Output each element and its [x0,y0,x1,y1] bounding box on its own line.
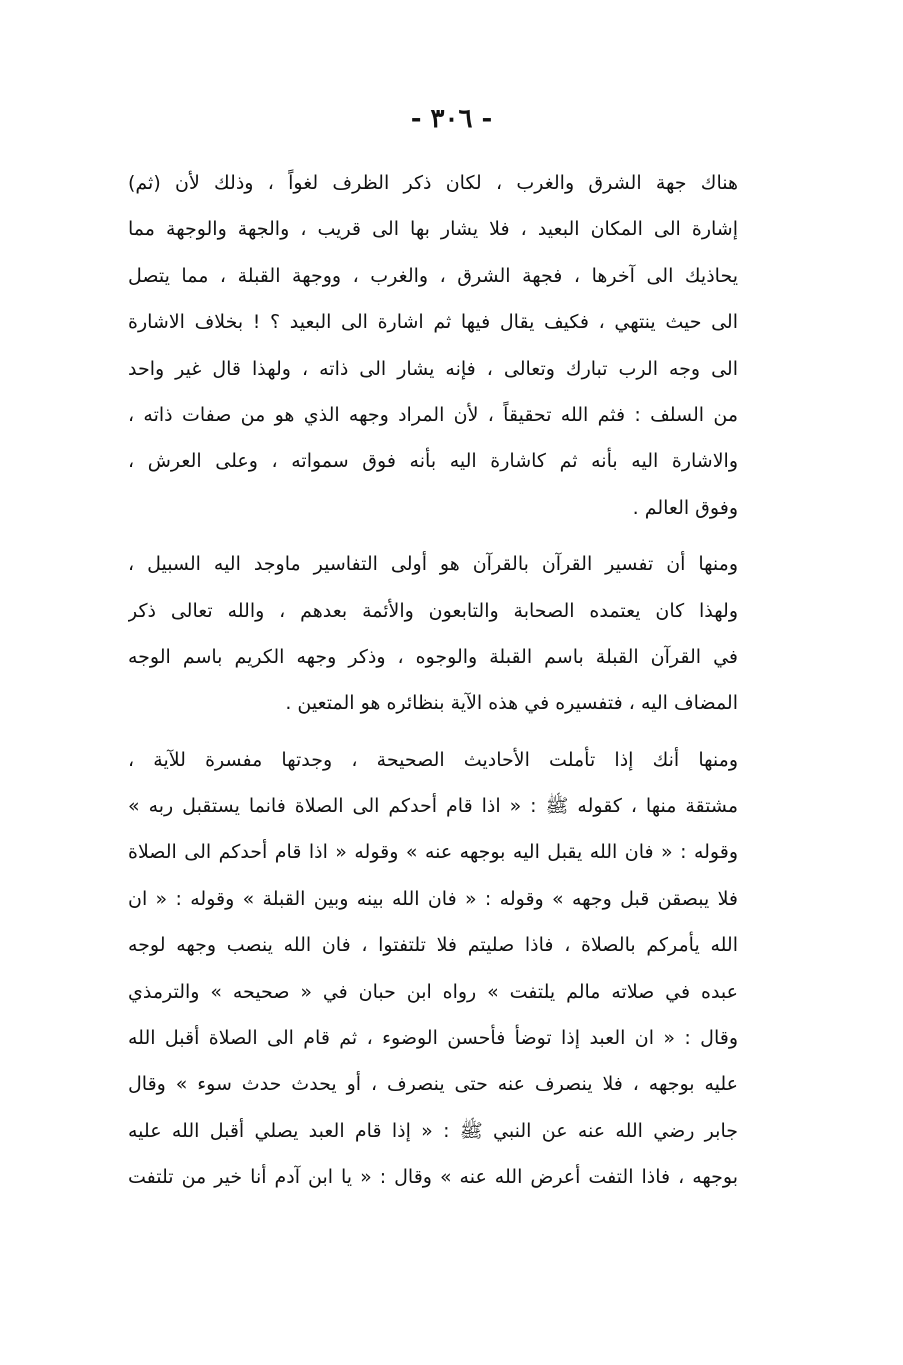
text-line: إشارة الى المكان البعيد ، فلا يشار بها الى قريب ، والجهة والوجهة مما [128,218,738,241]
text-line: وقوله : « فان الله يقبل اليه بوجهه عنه » وقوله « اذا قام أحدكم الى الصلاة [128,841,738,864]
text-line: ولهذا كان يعتمده الصحابة والتابعون والأئمة بعدهم ، والله تعالى ذكر [128,599,738,622]
text-line: بوجهه ، فاذا التفت أعرض الله عنه » وقال : « يا ابن آدم أنا خير من تلتفت [128,1166,738,1189]
text-line: هناك جهة الشرق والغرب ، لكان ذكر الظرف لغواً ، وذلك لأن (ثم) [128,172,738,194]
text-line: وقال : « ان العبد إذا توضأ فأحسن الوضوء ، ثم قام الى الصلاة أقبل الله [128,1027,738,1050]
text-line: الله يأمركم بالصلاة ، فاذا صليتم فلا تلتفتوا ، فان الله ينصب وجهه لوجه [128,934,738,957]
paragraph-gap [128,727,738,737]
paragraph-3 [128,737,738,1201]
text-line: المضاف اليه ، فتفسيره في هذه الآية بنظائره هو المتعين . [285,692,738,715]
text-line: عليه بوجهه ، فلا ينصرف عنه حتى ينصرف ، أو يحدث حدث سوء » وقال [128,1073,738,1096]
text-line: في القرآن القبلة باسم القبلة والوجوه ، وذكر وجهه الكريم باسم الوجه [128,645,738,668]
text-line: من السلف : فثم الله تحقيقاً ، لأن المراد وجهه الذي هو من صفات ذاته ، [128,403,738,426]
text-line: يحاذيك الى آخرها ، فجهة الشرق ، والغرب ، ووجهة القبلة ، مما يتصل [128,264,738,287]
paragraph-gap [128,531,738,541]
text-line: ومنها أنك إذا تأملت الأحاديث الصحيحة ، وجدتها مفسرة للآية ، [128,748,738,771]
text-line: وفوق العالم . [632,496,738,519]
text-line: جابر رضي الله عنه عن النبي ﷺ : « إذا قام العبد يصلي أقبل الله عليه [128,1119,738,1142]
body-text [128,160,738,1201]
text-line: ومنها أن تفسير القرآن بالقرآن هو أولى التفاسير ماوجد اليه السبيل ، [128,553,738,576]
text-line: فلا يبصقن قبل وجهه » وقوله : « فان الله بينه وبين القبلة » وقوله : « ان [128,887,738,910]
text-line: والاشارة اليه بأنه ثم كاشارة اليه بأنه فوق سمواته ، وعلى العرش ، [128,450,738,473]
page-number: - ٣٠٦ - [410,104,493,134]
paragraph-1 [128,160,738,531]
paragraph-2 [128,541,738,727]
text-line: الى حيث ينتهي ، فكيف يقال فيها ثم اشارة الى البعيد ؟ ! بخلاف الاشارة [128,311,738,334]
text-line: مشتقة منها ، كقوله ﷺ : « اذا قام أحدكم الى الصلاة فانما يستقبل ربه » [128,795,738,818]
text-line: الى وجه الرب تبارك وتعالى ، فإنه يشار الى ذاته ، ولهذا قال غير واحد [128,357,738,380]
text-line: عبده في صلاته مالم يلتفت » رواه ابن حبان في « صحيحه » والترمذي [128,980,738,1003]
